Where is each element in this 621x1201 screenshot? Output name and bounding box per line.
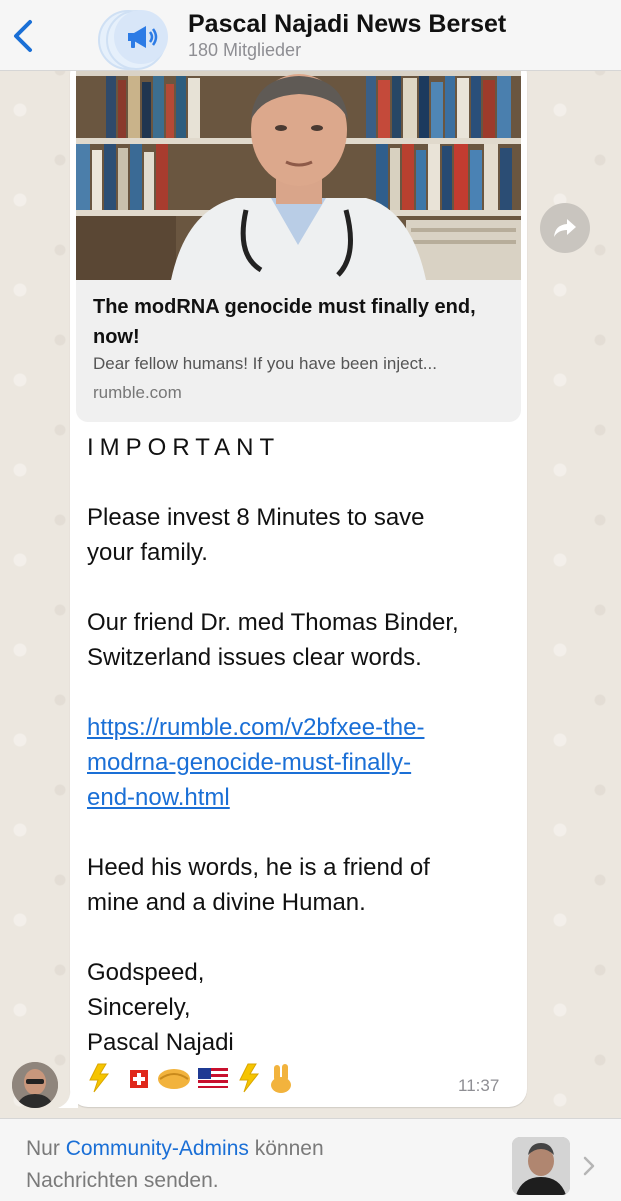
message-line: Heed his words, he is a friend of	[87, 854, 430, 881]
message-line: your family.	[87, 539, 208, 566]
community-admins-link[interactable]: Community-Admins	[65, 1137, 249, 1160]
message-line: mine and a divine Human.	[87, 889, 366, 916]
chat-title[interactable]: Pascal Najadi News Berset	[188, 10, 507, 38]
chevron-left-icon	[10, 18, 40, 54]
forward-button[interactable]	[540, 203, 590, 253]
link-preview-title: The modRNA genocide must finally end, now!	[93, 296, 476, 348]
message-line: Godspeed,	[87, 959, 205, 986]
forward-icon	[552, 217, 578, 239]
sender-avatar[interactable]	[12, 1062, 58, 1108]
message-timestamp: 11:37	[458, 1076, 500, 1095]
message-signature: Pascal Najadi	[87, 1029, 234, 1056]
message-line: Our friend Dr. med Thomas Binder,	[87, 609, 459, 636]
message-line: Please invest 8 Minutes to save	[87, 504, 425, 531]
message-line: Sincerely,	[87, 994, 191, 1021]
bubble-tail	[58, 1088, 78, 1108]
emoji-row	[88, 1062, 308, 1094]
message-link[interactable]: modrna-genocide-must-finally-	[87, 749, 412, 776]
link-preview-image[interactable]	[76, 70, 521, 280]
message-link[interactable]: end-now.html	[87, 784, 230, 811]
lightning-icon	[90, 1064, 108, 1092]
victory-hand-icon	[271, 1064, 291, 1093]
footer-text-suffix: können	[248, 1137, 324, 1160]
footer-text-prefix: Nur	[26, 1137, 66, 1160]
read-only-footer	[0, 1118, 621, 1201]
community-avatar[interactable]	[96, 6, 178, 66]
lightning-icon	[240, 1064, 258, 1092]
link-preview-domain: rumble.com	[93, 383, 182, 402]
handshake-icon	[158, 1069, 190, 1089]
member-count: 180 Mitglieder	[188, 40, 302, 60]
chevron-right-icon[interactable]	[582, 1155, 596, 1177]
footer-text-line2: Nachrichten senden.	[26, 1169, 219, 1192]
back-button[interactable]	[10, 18, 40, 54]
message-link[interactable]: https://rumble.com/v2bfxee-the-	[87, 714, 425, 741]
message-line-important: IMPORTANT	[87, 434, 281, 461]
us-flag-icon	[198, 1068, 228, 1088]
chat-header	[0, 0, 621, 71]
link-preview-description: Dear fellow humans! If you have been inject...	[93, 354, 437, 373]
message-line: Switzerland issues clear words.	[87, 644, 422, 671]
swiss-flag-icon	[130, 1070, 148, 1088]
admin-avatar[interactable]	[512, 1137, 570, 1195]
megaphone-icon	[114, 10, 168, 64]
footer-notice	[26, 1133, 426, 1197]
